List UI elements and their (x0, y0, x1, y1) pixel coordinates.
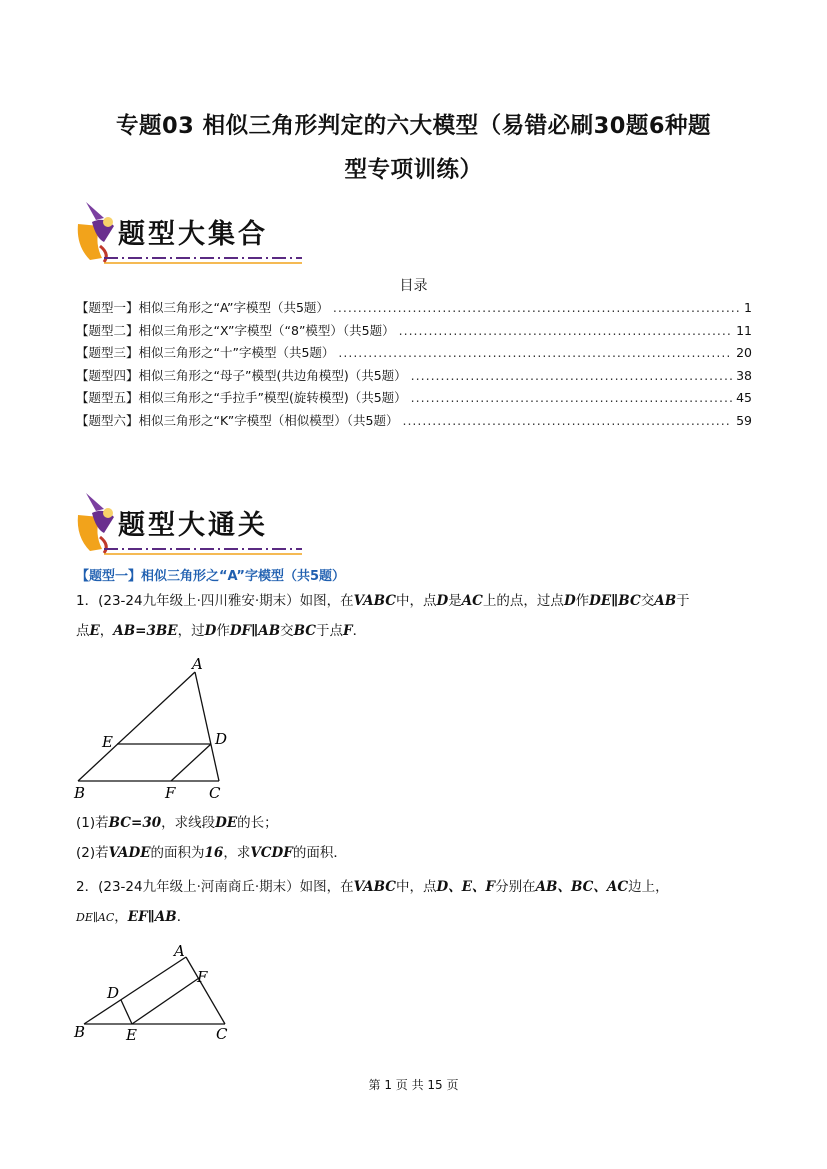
math: D (563, 593, 576, 609)
banner-text: 题型大集合 (118, 219, 268, 250)
toc-item-label: 【题型四】相似三角形之“母子”模型(共边角模型)（共5题） (76, 367, 407, 383)
table-of-contents (76, 298, 752, 433)
toc-item-label: 【题型六】相似三角形之“K”字模型（相似模型）（共5题） (76, 412, 399, 428)
text: ，求线段 (161, 815, 216, 831)
section-heading: 【题型一】相似三角形之“A”字模型（共5题） (76, 569, 346, 584)
text: 点 (76, 623, 90, 639)
toc-page-number: 11 (736, 322, 752, 338)
edge-ac (195, 672, 219, 781)
toc-item[interactable] (76, 366, 752, 389)
label-d: D (215, 730, 228, 748)
toc-item[interactable] (76, 343, 752, 366)
text: 作 (216, 623, 230, 639)
math: EF∥AB (127, 909, 177, 925)
question-1-text (76, 586, 756, 646)
text: ． (352, 623, 367, 639)
math: E (89, 623, 100, 639)
math: VABC (353, 879, 396, 895)
label-c: C (209, 784, 221, 802)
text: ， (114, 909, 128, 925)
math: AB=3BE (113, 623, 178, 639)
toc-item-label: 【题型一】相似三角形之“A”字模型（共5题） (76, 300, 329, 315)
label-a: A (174, 942, 185, 960)
label-a: A (192, 655, 203, 673)
toc-page-number: 59 (736, 412, 752, 428)
math: D、E、F (436, 879, 496, 895)
document-title (60, 104, 767, 192)
text: 交 (280, 623, 294, 639)
figure-1-triangle (70, 652, 240, 802)
toc-dot-leader (333, 300, 740, 315)
toc-dot-leader (411, 368, 732, 383)
text: 中，点 (395, 879, 437, 895)
label-c: C (216, 1025, 228, 1043)
edge-ab (78, 672, 195, 781)
text: 的面积． (292, 845, 347, 861)
toc-dot-leader (338, 345, 732, 360)
math: VADE (108, 845, 151, 861)
math: DF∥AB (229, 623, 281, 639)
toc-page-number: 45 (736, 390, 752, 405)
label-b: B (74, 1023, 86, 1041)
math: 16 (204, 845, 224, 861)
toc-dot-leader (402, 413, 732, 428)
banner-text: 题型大通关 (118, 510, 268, 541)
toc-dot-leader (411, 390, 732, 405)
label-d: D (107, 984, 120, 1002)
section-banner-practice (74, 487, 306, 559)
label-b: B (74, 784, 86, 802)
question-1-subparts (76, 808, 756, 868)
math: DE∥AC (76, 911, 115, 924)
label-e: E (126, 1026, 137, 1044)
text: 于 (676, 593, 690, 609)
question-2-text (76, 872, 756, 933)
toc-dot-leader (399, 323, 732, 338)
toc-page-number: 38 (736, 367, 752, 383)
figure-2-triangle (70, 938, 240, 1048)
text: 交 (640, 593, 655, 609)
math: BC (293, 623, 317, 639)
text: 作 (575, 593, 590, 609)
toc-page-number: 1 (744, 300, 752, 315)
page-footer: 第 1 页 共 15 页 (368, 1078, 459, 1092)
text: ． (176, 909, 191, 925)
toc-item-label: 【题型二】相似三角形之“X”字模型（“8”模型）（共5题） (76, 322, 395, 338)
text: 的面积为 (150, 845, 205, 861)
toc-item[interactable] (76, 411, 752, 434)
text: 的长； (237, 815, 278, 831)
text: (2)若 (76, 845, 109, 861)
math: F (343, 623, 353, 639)
toc-item-label: 【题型五】相似三角形之“手拉手”模型(旋转模型)（共5题） (76, 390, 407, 405)
title-line-2: 型专项训练） (344, 157, 483, 183)
text: 于点 (316, 623, 344, 639)
toc-item-label: 【题型三】相似三角形之“十”字模型（共5题） (76, 345, 335, 360)
segment-de (121, 1000, 132, 1024)
toc-heading: 目录 (399, 278, 428, 294)
math: BC=30 (108, 815, 162, 831)
text: ，过 (177, 623, 205, 639)
segment-df (171, 744, 211, 781)
label-f: F (197, 968, 208, 986)
segment-ef (132, 978, 199, 1024)
math: D (436, 593, 449, 609)
text: 1．(23-24九年级上·四川雅安·期末）如图，在 (76, 593, 354, 609)
math: AC (461, 593, 483, 609)
edge-ab (84, 957, 186, 1024)
toc-item[interactable] (76, 298, 752, 321)
text: 边上， (628, 879, 669, 895)
math: VCDF (250, 845, 293, 861)
math: DE (215, 815, 238, 831)
label-e: E (102, 733, 113, 751)
title-line-1: 专题03 相似三角形判定的六大模型（易错必刷30题6种题 (115, 113, 712, 139)
math: AB (654, 593, 677, 609)
text: (1)若 (76, 815, 109, 831)
text: ，求 (223, 845, 251, 861)
section-banner-collection (74, 196, 306, 268)
text: ， (99, 623, 114, 639)
math: D (204, 623, 217, 639)
text: 上的点，过点 (482, 593, 564, 609)
text: 分别在 (495, 879, 536, 895)
math: DE∥BC (589, 593, 641, 609)
text: 中，点 (395, 593, 437, 609)
text: 是 (448, 593, 462, 609)
toc-page-number: 20 (736, 345, 752, 360)
label-f: F (165, 784, 176, 802)
toc-item[interactable] (76, 321, 752, 344)
math: AB、BC、AC (535, 879, 629, 895)
math: VABC (353, 593, 396, 609)
text: 2．(23-24九年级上·河南商丘·期末）如图，在 (76, 879, 354, 895)
toc-item[interactable] (76, 388, 752, 411)
